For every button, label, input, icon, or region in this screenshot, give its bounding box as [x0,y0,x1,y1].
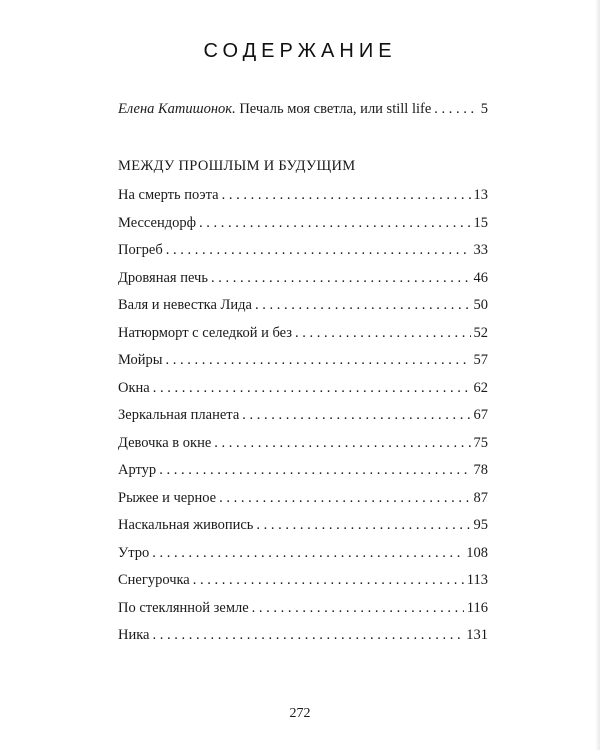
dot-leader [211,269,471,287]
dot-leader [434,100,477,118]
toc-entry [118,351,488,369]
toc-entry [118,296,488,314]
toc-entry-page: 52 [473,324,488,341]
toc-entry-title: Мессендорф [118,214,197,231]
toc-entry [118,434,488,452]
toc-entry [118,324,488,342]
dot-leader [214,434,470,452]
dot-leader [159,461,470,479]
toc-entry-title: Наскальная живопись [118,517,254,533]
toc-entry-title: Дровяная печь [118,269,208,286]
dot-leader [242,406,470,424]
toc-entry-title: Артур [118,462,157,478]
toc-entry-page: 5 [480,101,488,117]
toc-entry-title: Мойры [118,352,163,368]
toc-entry [118,599,488,617]
dot-leader [199,214,470,232]
toc-entry-title: Девочка в окне [118,434,212,451]
dot-leader [255,296,471,314]
toc-entry [118,544,488,562]
toc-entry [118,489,488,507]
toc-entry-page: 50 [473,297,488,313]
toc-entry-title: Ника [118,627,150,643]
toc-entry-title: Рыжее и черное [118,489,217,506]
toc-entry-page: 131 [466,627,488,643]
dot-leader [153,379,471,397]
toc-entry-title: Утро [118,544,150,561]
toc-entry-page: 13 [473,187,488,203]
toc-entry-page: 75 [473,434,488,451]
toc-entry-page: 95 [473,517,488,533]
toc-entry-title: Валя и невестка Лида [118,297,252,313]
toc-entry-title: Зеркальная планета [118,407,240,423]
toc-entry-title: Снегурочка [118,572,190,588]
dot-leader [219,489,470,507]
dot-leader [152,544,463,562]
toc-entry-page: 33 [473,242,488,258]
toc-entry-page: 62 [473,379,488,396]
toc-entry [118,379,488,397]
toc-entry-title [118,100,431,118]
page-title: СОДЕРЖАНИЕ [203,40,397,62]
toc-entry-page: 87 [473,489,488,506]
dot-leader [166,351,471,369]
toc-entry [118,516,488,534]
toc-entry-page: 113 [466,572,488,588]
toc-entry-title: На смерть поэта [118,187,219,203]
dot-leader [153,626,464,644]
toc-entry-preface [118,100,488,118]
page-number: 272 [289,706,311,721]
dot-leader [256,516,470,534]
toc-entry [118,269,488,287]
dot-leader [295,324,471,342]
dot-leader [193,571,464,589]
section-heading: МЕЖДУ ПРОШЛЫМ И БУДУЩИМ [118,158,356,174]
toc-entry-title: По стеклянной земле [118,599,249,616]
page-edge-shadow [595,0,600,750]
dot-leader [252,599,464,617]
toc-entry-page: 108 [466,544,488,561]
toc-entry [118,186,488,204]
toc-entry-author: Елена Катишонок. [118,101,236,117]
toc-entry-page: 15 [473,214,488,231]
toc-entry [118,214,488,232]
toc-entry-page: 116 [466,599,488,616]
toc-entry-title: Окна [118,379,150,396]
toc-entry-title-text: Печаль моя светла, или still life [239,101,432,117]
toc-entry-page: 57 [473,352,488,368]
toc-entry [118,241,488,259]
toc-entry [118,571,488,589]
toc-entry [118,626,488,644]
toc-entry-page: 46 [473,269,488,286]
dot-leader [222,186,471,204]
toc-entry-page: 78 [473,462,488,478]
toc-entry [118,406,488,424]
toc-entry-page: 67 [473,407,488,423]
dot-leader [166,241,471,259]
toc-entry [118,461,488,479]
toc-entry-title: Погреб [118,242,163,258]
toc-entry-title: Натюрморт с селедкой и без [118,324,292,341]
